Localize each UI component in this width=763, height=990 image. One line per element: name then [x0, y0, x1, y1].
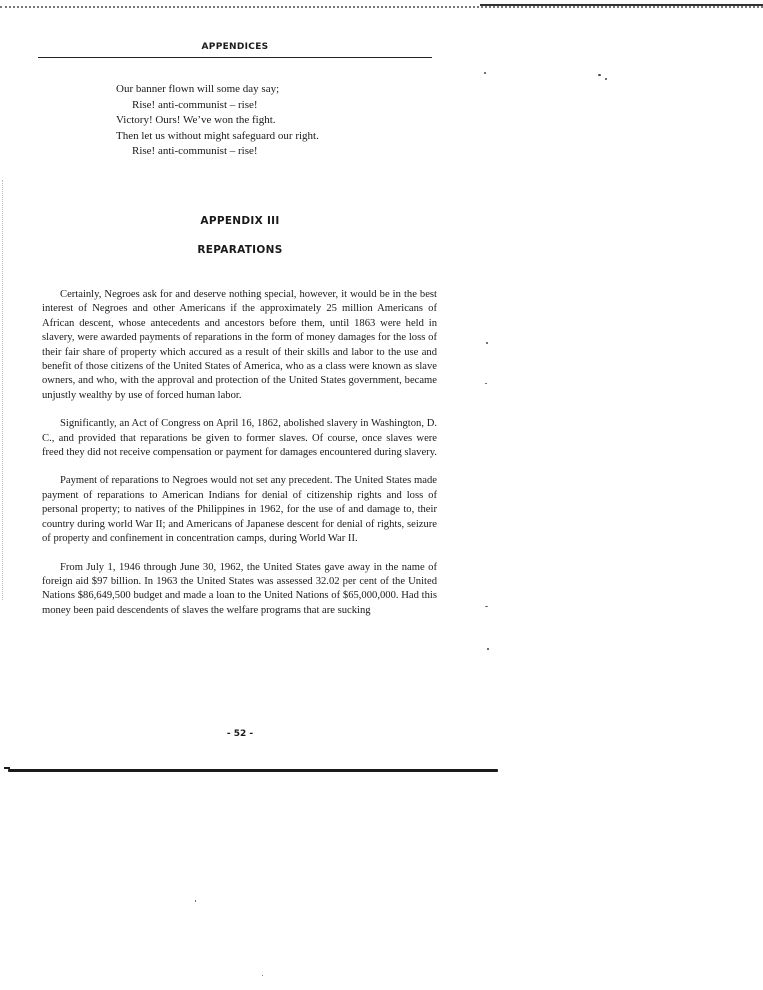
bottom-rule — [8, 769, 498, 772]
scan-top-edge-rule — [480, 4, 763, 6]
scan-left-edge — [2, 180, 4, 600]
paragraph: From July 1, 1946 through June 30, 1962, the United States gave away in the name of foreign aid $97 billion. In 1963 the United States was assessed 32.02 per cent of the United Nations $86,649,500 budget and made a loan to the United Nations of $65,000,000. Had this money been paid descendents of slaves the welfare programs that are sucking — [42, 561, 437, 616]
paragraph: Certainly, Negroes ask for and deserve nothing special, however, it would be in the best interest of Negroes and other Americans if the approximately 25 million Americans of African descent, whose antecedents and ancestors before them, until 1863 were held in slavery, were awarded payments of reparations in the form of money damages for the loss of their fair share of property which accured as a result of their skills and labor to the use and benefit of those citizens of the United States of America, who as a class were known as slave owners, and who, with the approval and protection of the United States government, became unjustly wealthy by use of forced human labor. — [42, 289, 437, 401]
scan-speck — [598, 74, 601, 76]
section-title: REPARATIONS — [197, 244, 283, 256]
body-text — [42, 288, 437, 632]
scan-speck — [605, 78, 607, 80]
poem-block — [116, 82, 446, 160]
page-number: - 52 - — [226, 729, 254, 739]
scan-speck — [195, 900, 196, 902]
appendix-label: APPENDIX III — [200, 215, 280, 227]
poem-line: Rise! anti-communist – rise! — [132, 145, 258, 158]
scan-speck — [485, 606, 488, 607]
scan-speck — [484, 72, 486, 74]
scan-speck — [487, 648, 489, 650]
scan-speck — [486, 342, 488, 344]
paragraph: Payment of reparations to Negroes would not set any precedent. The United States made payment of reparations to American Indians for denial of citizenship rights and loss of personal property; to natives of the Philippines in 1962, for the use of and damage to, their country during world War II; and Americans of Japanese descent for denial of rights, seizure of property and confinement in concentration camps, during World War II. — [42, 475, 437, 545]
poem-line: Rise! anti-communist – rise! — [132, 98, 258, 111]
scan-speck — [262, 975, 263, 976]
poem-line: Then let us without might safeguard our right. — [116, 129, 319, 142]
poem-line: Victory! Ours! We’ve won the fight. — [116, 114, 276, 127]
poem-line: Our banner flown will some day say; — [116, 83, 280, 95]
running-head: APPENDICES — [38, 42, 432, 58]
paragraph: Significantly, an Act of Congress on April 16, 1862, abolished slavery in Washington, D. C., and provided that reparations be given to former slaves. Of course, once slaves were freed they did not receive compensation or payment for damages encountered during slavery. — [42, 418, 437, 459]
scan-speck — [485, 383, 487, 384]
